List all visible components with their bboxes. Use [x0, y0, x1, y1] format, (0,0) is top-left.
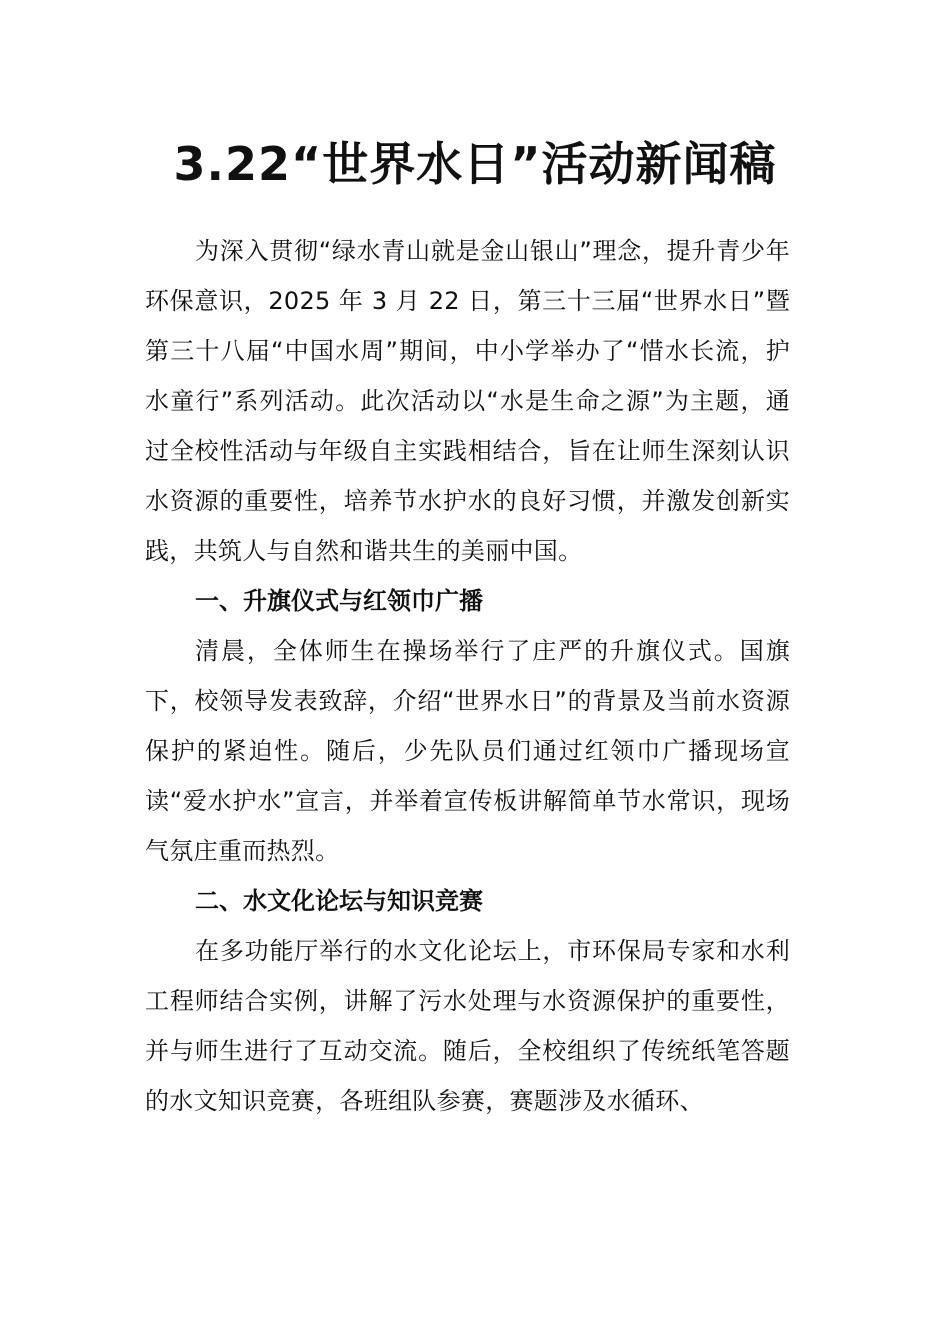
- section-paragraph-1: 清晨，全体师生在操场举行了庄严的升旗仪式。国旗下，校领导发表致辞，介绍“世界水日”的背景及当前水资源保护的紧迫性。随后，少先队员们通过红领巾广播现场宣读“爱水护水”宣言，并举着宣传板讲解简单节水常识，现场气氛庄重而热烈。: [145, 637, 790, 865]
- document-title: 3.22“世界水日”活动新闻稿: [173, 137, 777, 191]
- document-body: [145, 226, 790, 1126]
- section-heading-1: 一、升旗仪式与红领巾广播: [195, 587, 483, 615]
- section-paragraph-2: 在多功能厅举行的水文化论坛上，市环保局专家和水利工程师结合实例，讲解了污水处理与水资源保护的重要性，并与师生进行了互动交流。随后，全校组织了传统纸笔答题的水文知识竞赛，各班组队参赛，赛题涉及水循环、: [145, 937, 790, 1115]
- intro-paragraph: 为深入贯彻“绿水青山就是金山银山”理念，提升青少年环保意识，2025 年 3 月 22 日，第三十三届“世界水日”暨第三十八届“中国水周”期间，中小学举办了“惜水长流，护水童行”系列活动。此次活动以“水是生命之源”为主题，通过全校性活动与年级自主实践相结合，旨在让师生深刻认识水资源的重要性，培养节水护水的良好习惯，并激发创新实践，共筑人与自然和谐共生的美丽中国。: [145, 237, 790, 565]
- section-heading-2: 二、水文化论坛与知识竞赛: [195, 887, 483, 915]
